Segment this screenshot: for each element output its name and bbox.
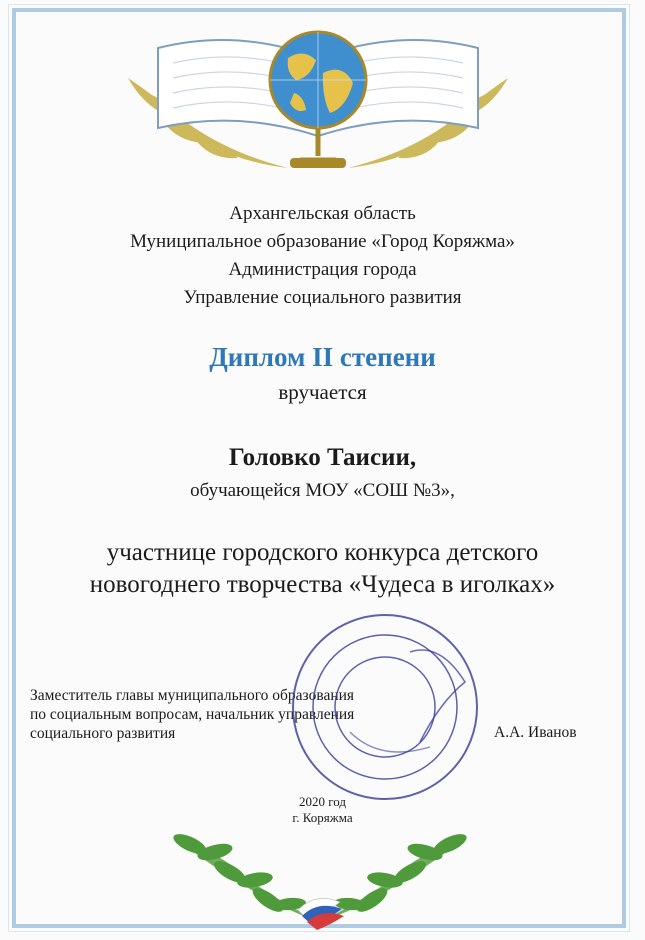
signatory-line-2: по социальным вопросам, начальник управления (30, 706, 355, 723)
diploma-title: Диплом II степени (209, 342, 436, 372)
header-administration: Администрация города (228, 259, 417, 280)
signatory-line-1: Заместитель главы муниципального образования (30, 687, 355, 704)
issuer-header (0, 200, 645, 312)
official-stamp (290, 612, 480, 802)
header-department: Управление социального развития (183, 287, 462, 308)
laurel-branches-flag (150, 822, 490, 932)
awarded-text: вручается (278, 380, 367, 404)
signatory-name: А.А. Иванов (494, 724, 577, 741)
recipient-name: Головко Таисии, (228, 444, 417, 471)
signatory-line-3: социального развития (30, 725, 176, 742)
globe-book-emblem (118, 18, 518, 190)
issue-year: 2020 год (299, 794, 346, 809)
recipient-school: обучающейся МОУ «СОШ №3», (190, 480, 455, 501)
header-municipality: Муниципальное образование «Город Коряжма» (130, 231, 515, 252)
header-region: Архангельская область (229, 203, 416, 224)
participation-text (0, 537, 645, 601)
participation-line-1: участнице городского конкурса детского (106, 539, 539, 566)
issue-city: г. Коряжма (292, 810, 353, 825)
participation-line-2: новогоднего творчества «Чудеса в иголках» (89, 571, 556, 598)
